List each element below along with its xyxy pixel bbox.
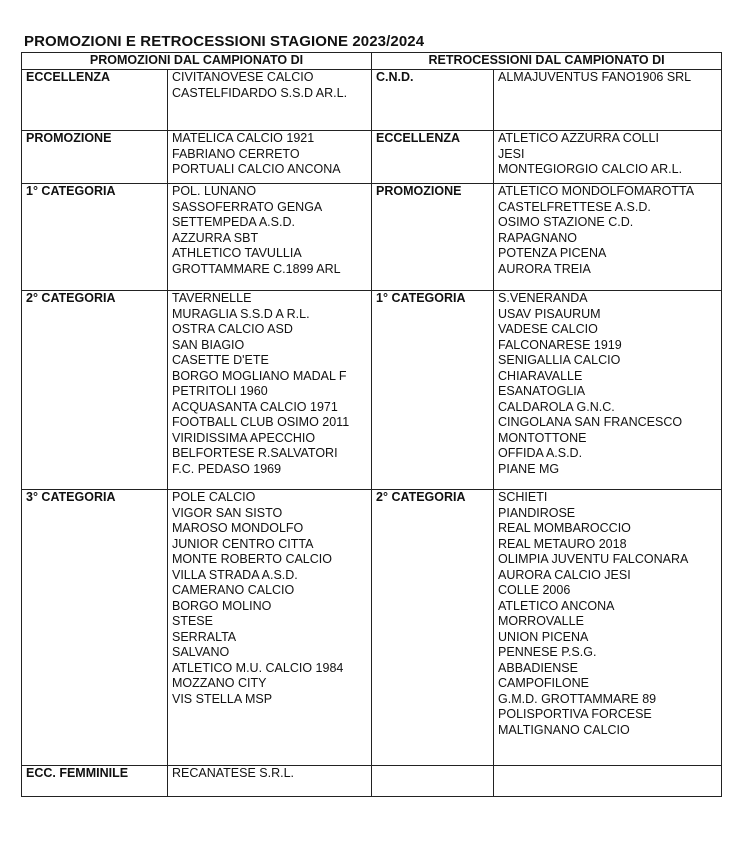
club-name: S.VENERANDA — [498, 291, 588, 305]
table-row — [22, 70, 722, 131]
club-name: AZZURRA SBT — [172, 230, 259, 245]
club-name: PORTUALI CALCIO ANCONA — [172, 162, 341, 176]
club-name: CAMERANO CALCIO — [172, 583, 295, 597]
club-name: OFFIDA A.S.D. — [498, 446, 583, 460]
club-name: FOOTBALL CLUB OSIMO 2011 — [172, 415, 350, 429]
club-name: AURORA CALCIO JESI — [498, 567, 631, 582]
club-name: VIS STELLA MSP — [172, 691, 273, 706]
club-name: ATLETICO ANCONA — [498, 598, 615, 613]
club-name: ATHLETICO TAVULLIA — [172, 246, 302, 260]
club-name: MAROSO MONDOLFO — [172, 521, 304, 535]
club-name: BELFORTESE R.SALVATORI — [172, 446, 338, 460]
club-name: SAN BIAGIO — [172, 337, 245, 352]
club-name: JESI — [498, 146, 525, 161]
releg-category-cell: PROMOZIONE — [372, 184, 494, 291]
club-name: MONTE ROBERTO CALCIO — [172, 552, 332, 566]
club-name: CALDAROLA G.N.C. — [498, 399, 615, 414]
promo-category-cell: ECC. FEMMINILE — [22, 766, 168, 797]
club-name: F.C. PEDASO 1969 — [172, 461, 282, 476]
club-name: FALCONARESE 1919 — [498, 337, 622, 352]
club-name: PETRITOLI 1960 — [172, 384, 268, 398]
releg-category-cell: 1° CATEGORIA — [372, 291, 494, 490]
club-name: RECANATESE S.R.L. — [172, 766, 295, 780]
club-name: MURAGLIA S.S.D A R.L. — [172, 306, 310, 321]
table-row — [22, 131, 722, 184]
club-name: POL. LUNANO — [172, 184, 257, 198]
promo-category-cell: ECCELLENZA — [22, 70, 168, 131]
club-name: SCHIETI — [498, 490, 548, 504]
club-name: CASETTE D'ETE — [172, 353, 269, 367]
club-name: ALMAJUVENTUS FANO1906 SRL — [498, 70, 692, 84]
club-name: ATLETICO M.U. CALCIO 1984 — [172, 660, 344, 675]
club-name: MONTEGIORGIO CALCIO AR.L. — [498, 162, 683, 176]
club-name: PIANDIROSE — [498, 505, 576, 520]
club-name: SERRALTA — [172, 629, 237, 644]
table-row — [22, 291, 722, 490]
club-name: MALTIGNANO CALCIO — [498, 722, 630, 737]
releg-clubs-cell — [494, 70, 722, 131]
releg-category-cell: 2° CATEGORIA — [372, 490, 494, 766]
table-row — [22, 766, 722, 797]
promo-category-cell: 1° CATEGORIA — [22, 184, 168, 291]
promo-clubs-cell — [168, 291, 372, 490]
club-name: MORROVALLE — [498, 614, 584, 628]
club-name: CHIARAVALLE — [498, 368, 583, 383]
club-name: SALVANO — [172, 645, 230, 659]
club-name: VADESE CALCIO — [498, 322, 598, 336]
club-name: ESANATOGLIA — [498, 384, 586, 398]
releg-clubs-cell — [494, 131, 722, 184]
club-name: ACQUASANTA CALCIO 1971 — [172, 399, 338, 414]
club-name: PIANE MG — [498, 461, 560, 476]
club-name: MOZZANO CITY — [172, 676, 267, 690]
promo-category-cell: 3° CATEGORIA — [22, 490, 168, 766]
club-name: OSIMO STAZIONE C.D. — [498, 215, 634, 229]
club-name: MATELICA CALCIO 1921 — [172, 131, 315, 145]
club-name: RAPAGNANO — [498, 230, 577, 245]
club-name: JUNIOR CENTRO CITTA — [172, 536, 314, 551]
releg-clubs-cell — [494, 291, 722, 490]
promo-clubs-cell — [168, 70, 372, 131]
table-row — [22, 490, 722, 766]
releg-clubs-cell — [494, 184, 722, 291]
club-name: VIGOR SAN SISTO — [172, 505, 283, 520]
club-name: CINGOLANA SAN FRANCESCO — [498, 415, 683, 429]
club-name: POLE CALCIO — [172, 490, 256, 504]
club-name: CASTELFIDARDO S.S.D AR.L. — [172, 85, 348, 100]
club-name: SETTEMPEDA A.S.D. — [172, 215, 295, 229]
club-name: POTENZA PICENA — [498, 246, 607, 260]
table-row — [22, 184, 722, 291]
club-name: UNION PICENA — [498, 629, 589, 644]
club-name: MONTOTTONE — [498, 430, 587, 445]
promo-clubs-cell — [168, 490, 372, 766]
club-name: POLISPORTIVA FORCESE — [498, 707, 652, 721]
club-name: USAV PISAURUM — [498, 306, 601, 321]
club-name: FABRIANO CERRETO — [172, 146, 300, 161]
club-name: BORGO MOGLIANO MADAL F — [172, 368, 347, 383]
releg-category-cell — [372, 766, 494, 797]
club-name: GROTTAMMARE C.1899 ARL — [172, 261, 341, 276]
promotions-header: PROMOZIONI DAL CAMPIONATO DI — [22, 53, 372, 70]
club-name: REAL METAURO 2018 — [498, 536, 627, 551]
club-name: VILLA STRADA A.S.D. — [172, 567, 298, 582]
club-name: OLIMPIA JUVENTU FALCONARA — [498, 552, 689, 566]
club-name: CAMPOFILONE — [498, 676, 590, 690]
club-name: BORGO MOLINO — [172, 598, 272, 613]
club-name: PENNESE P.S.G. — [498, 645, 597, 659]
club-name: REAL MOMBAROCCIO — [498, 521, 631, 535]
promotions-relegations-table — [21, 52, 722, 797]
releg-category-cell: ECCELLENZA — [372, 131, 494, 184]
club-name: STESE — [172, 614, 213, 628]
club-name: CASTELFRETTESE A.S.D. — [498, 199, 651, 214]
relegations-header: RETROCESSIONI DAL CAMPIONATO DI — [372, 53, 722, 70]
table-header-row — [22, 53, 722, 70]
club-name: G.M.D. GROTTAMMARE 89 — [498, 691, 657, 706]
promo-clubs-cell — [168, 766, 372, 797]
club-name: ATLETICO MONDOLFOMAROTTA — [498, 184, 695, 198]
promo-clubs-cell — [168, 184, 372, 291]
releg-clubs-cell — [494, 766, 722, 797]
club-name: SASSOFERRATO GENGA — [172, 199, 323, 214]
club-name: OSTRA CALCIO ASD — [172, 322, 293, 336]
page-title: PROMOZIONI E RETROCESSIONI STAGIONE 2023/2024 — [24, 33, 425, 50]
club-name: AURORA TREIA — [498, 261, 591, 276]
club-name: SENIGALLIA CALCIO — [498, 353, 621, 367]
club-name: COLLE 2006 — [498, 583, 571, 597]
club-name: ATLETICO AZZURRA COLLI — [498, 131, 659, 145]
promo-clubs-cell — [168, 131, 372, 184]
promo-category-cell: 2° CATEGORIA — [22, 291, 168, 490]
releg-clubs-cell — [494, 490, 722, 766]
club-name: CIVITANOVESE CALCIO — [172, 70, 314, 84]
club-name: TAVERNELLE — [172, 291, 252, 305]
club-name: VIRIDISSIMA APECCHIO — [172, 430, 316, 445]
promo-category-cell: PROMOZIONE — [22, 131, 168, 184]
club-name: ABBADIENSE — [498, 660, 578, 675]
releg-category-cell: C.N.D. — [372, 70, 494, 131]
